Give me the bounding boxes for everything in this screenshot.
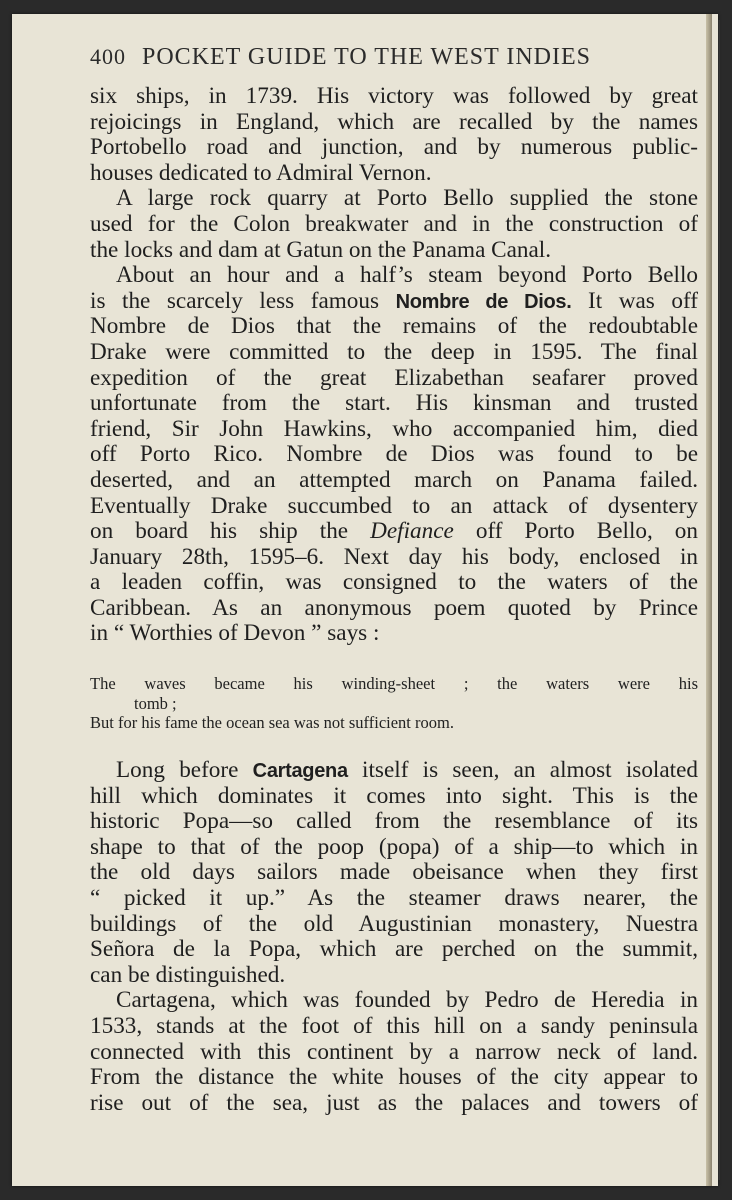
text-line: “ picked it up.” As the steamer draws nearer, the xyxy=(90,884,698,911)
text-run: is the scarcely less famous xyxy=(90,287,396,314)
page-number: 400 xyxy=(90,44,126,69)
verse-line: The waves became his winding-sheet ; the waters were his xyxy=(90,674,698,693)
text-line: From the distance the white houses of the city appear to xyxy=(90,1064,698,1091)
text-line: Eventually Drake succumbed to an attack of dysentery xyxy=(90,492,698,519)
text-line: houses dedicated to Admiral Vernon. xyxy=(90,159,432,186)
text-line: 1533, stands at the foot of this hill on a sandy peninsula xyxy=(90,1012,698,1039)
text-run: itself is seen, an almost isolated xyxy=(347,757,698,783)
text-run: It was off xyxy=(571,287,699,314)
text-line: can be distinguished. xyxy=(90,961,286,988)
running-title: POCKET GUIDE TO THE WEST INDIES xyxy=(142,44,592,70)
text-line: Cartagena, which was founded by Pedro de Heredia in xyxy=(116,987,698,1014)
text-line: Nombre de Dios that the remains of the redoubtable xyxy=(90,313,698,340)
text-line: rejoicings in England, which are recalled by the names xyxy=(90,108,698,135)
text-line: historic Popa—so called from the resemblance of its xyxy=(90,808,698,835)
text-line: connected with this continent by a narrow neck of land. xyxy=(90,1038,698,1065)
text-line: Portobello road and junction, and by numerous public- xyxy=(90,134,698,161)
body-text-top xyxy=(90,84,698,647)
verse-line: tomb ; xyxy=(134,693,177,713)
text-line: friend, Sir John Hawkins, who accompanied him, died xyxy=(90,415,698,442)
text-line-with-bold xyxy=(90,289,698,315)
text-run: on board his ship the xyxy=(90,518,371,545)
text-line: deserted, and an attempted march on Panama failed. xyxy=(90,466,698,493)
text-run: off Porto Bello, on xyxy=(453,518,698,545)
text-line: Drake were committed to the deep in 1595. The final xyxy=(90,338,698,365)
text-line: About an hour and a half’s steam beyond Porto Bello xyxy=(116,262,698,289)
text-line: a leaden coffin, was consigned to the waters of the xyxy=(90,569,698,596)
verse-line: But for his fame the ocean sea was not sufficient room. xyxy=(90,713,454,732)
text-line: rise out of the sea, just as the palaces and towers of xyxy=(90,1089,698,1116)
text-run: Long before xyxy=(116,757,253,783)
text-line: shape to that of the poop (popa) of a ship—to which in xyxy=(90,833,698,860)
text-line: unfortunate from the start. His kinsman and trusted xyxy=(90,390,698,417)
text-line: buildings of the old Augustinian monastery, Nuestra xyxy=(90,910,698,937)
text-line: expedition of the great Elizabethan seafarer proved xyxy=(90,364,698,391)
text-line: six ships, in 1739. His victory was followed by great xyxy=(90,83,698,109)
running-header xyxy=(90,44,650,71)
text-line: Caribbean. As an anonymous poem quoted by Prince xyxy=(90,594,698,621)
place-name-cartagena: Cartagena xyxy=(252,760,348,782)
body-text-bottom xyxy=(90,758,698,1116)
verse-quotation xyxy=(90,674,698,733)
text-line: the old days sailors made obeisance when they first xyxy=(90,859,698,886)
place-name-nombre-de-dios: Nombre de Dios. xyxy=(395,290,572,313)
text-line-with-bold xyxy=(90,758,698,784)
text-line: the locks and dam at Gatun on the Panama Canal. xyxy=(90,236,552,263)
text-line: A large rock quarry at Porto Bello supplied the stone xyxy=(116,185,698,212)
ship-name-defiance: Defiance xyxy=(370,518,454,545)
page-edge xyxy=(706,14,712,1186)
text-line: used for the Colon breakwater and in the construction of xyxy=(90,210,698,237)
text-line: in “ Worthies of Devon ” says : xyxy=(90,620,380,647)
text-line: off Porto Rico. Nombre de Dios was found to be xyxy=(90,441,698,468)
text-line-with-italic xyxy=(90,519,698,545)
text-line: January 28th, 1595–6. Next day his body, enclosed in xyxy=(90,543,698,570)
text-line: Señora de la Popa, which are perched on the summit, xyxy=(90,936,698,963)
text-line: hill which dominates it comes into sight. This is the xyxy=(90,782,698,809)
